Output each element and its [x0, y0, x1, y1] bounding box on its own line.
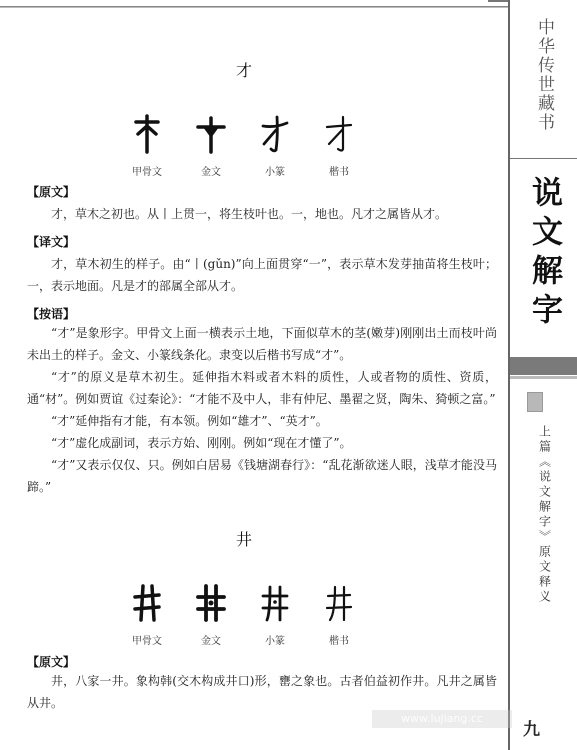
paragraph-anyu: “才”的原义是草木初生。延伸指木料或者木料的质性，人或者物的质性、资质，通“材”。例如贾谊《过秦论》：“才能不及中人，非有仲尼、墨翟之贤，陶朱、猗顿之富。”: [27, 370, 497, 406]
series-title: 中华传世藏书: [534, 18, 554, 132]
seal-script-glyph-icon: [259, 112, 291, 156]
oracle-bone-glyph-icon: [132, 581, 162, 625]
regular-script-glyph-icon: [323, 112, 355, 156]
page-number: 九: [523, 720, 540, 740]
paragraph-yuanwen: 才，草木之初也。从丨上贯一，将生枝叶也。一，地也。凡才之属皆从才。: [51, 207, 448, 221]
heading-yuanwen: 【原文】: [27, 655, 76, 669]
glyph-oracle: [115, 112, 179, 178]
watermark: www.lujiang.cc: [372, 710, 512, 728]
glyph-label: 楷书: [329, 167, 349, 178]
glyph-bronze: [179, 581, 243, 647]
glyph-bronze: [179, 112, 243, 178]
glyph-label: 楷书: [329, 636, 349, 647]
glyph-seal: [243, 581, 307, 647]
section-title: 井: [236, 530, 253, 549]
paragraph-yiwen: 才，草木初生的样子。由“丨(gǔn)”向上面贯穿“一”，表示草木发芽抽苗将生枝叶；一，表示地面。凡是才的部属全部从才。: [27, 257, 497, 293]
glyph-seal: [243, 112, 307, 178]
glyph-label: 金文: [201, 167, 221, 178]
seal-script-glyph-icon: [259, 581, 291, 625]
paragraph-anyu: “才”是象形字。甲骨文上面一横表示土地，下面似草木的茎(嫩芽)刚刚出土而枝叶尚未出土的样子。金文、小篆线条化。隶变以后楷书写成“才”。: [27, 326, 497, 362]
sidebar-divider: [510, 158, 577, 159]
oracle-bone-glyph-icon: [132, 112, 162, 156]
paragraph-anyu: “才”虚化成副词，表示方始、刚刚。例如“现在才懂了”。: [51, 436, 352, 450]
sidebar: [508, 0, 577, 750]
glyph-row: [115, 581, 371, 647]
glyph-oracle: [115, 581, 179, 647]
glyph-regular: [307, 581, 371, 647]
glyph-label: 小篆: [265, 167, 285, 178]
glyph-regular: [307, 112, 371, 178]
sidebar-band: [510, 357, 577, 375]
chapter-title: 上篇《说文解字》原文释义: [537, 425, 552, 605]
section-title: 才: [236, 61, 253, 80]
paragraph-anyu: “才”延伸指有才能，有本领。例如“雄才”、“英才”。: [51, 414, 328, 428]
page-border-top: [0, 6, 508, 8]
glyph-label: 甲骨文: [132, 636, 162, 647]
paragraph-yuanwen: 井，八家一井。象构韩(交木构成井口)形，罋之象也。古者伯益初作井。凡井之属皆从井。: [27, 674, 497, 710]
paragraph-anyu: “才”又表示仅仅、只。例如白居易《钱塘湖春行》：“乱花渐欲迷人眼，浅草才能没马蹄。”: [27, 458, 497, 494]
glyph-label: 甲骨文: [132, 167, 162, 178]
heading-yiwen: 【译文】: [27, 235, 76, 249]
glyph-row: [115, 112, 371, 178]
glyph-label: 金文: [201, 636, 221, 647]
page-border-corner: [488, 0, 510, 22]
heading-yuanwen: 【原文】: [27, 185, 76, 199]
seal-icon: [527, 392, 543, 412]
bronze-glyph-icon: [195, 112, 227, 156]
bronze-glyph-icon: [195, 581, 227, 625]
heading-anyu: 【按语】: [27, 307, 76, 321]
glyph-label: 小篆: [265, 636, 285, 647]
regular-script-glyph-icon: [323, 581, 355, 625]
book-title: 说文解字: [526, 176, 562, 332]
sidebar-band-line: [510, 376, 577, 379]
